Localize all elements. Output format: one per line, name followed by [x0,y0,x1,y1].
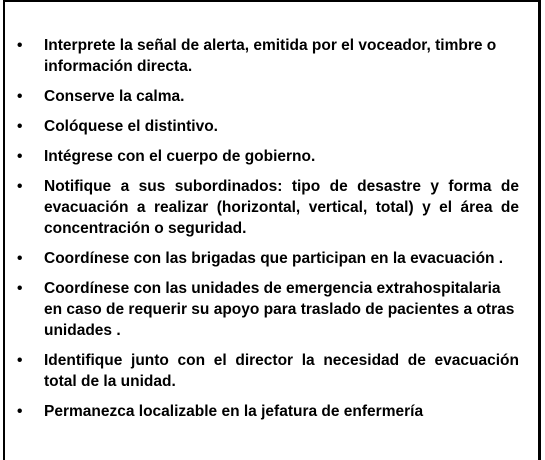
bullet-icon: • [17,148,23,165]
bullet-icon: • [17,37,23,54]
list-item-text: Notifique a sus subordinados: tipo de desastre y forma de evacuación a realizar (horizontal, vertical, total) y el área de concentración o seguridad. [44,178,519,237]
list-item [17,401,519,422]
list-item-text: Coordínese con las unidades de emergencia extrahospitalaria en caso de requerir su apoyo para traslado de pacientes a otras unidades . [44,280,515,339]
bullet-icon: • [17,352,23,369]
list-item-text: Conserve la calma. [44,88,185,105]
bullet-icon: • [17,280,23,297]
bullet-icon: • [17,88,23,105]
list-item [17,248,519,269]
list-item [17,176,519,239]
bullet-icon: • [17,403,23,420]
list-item-text: Identifique junto con el director la necesidad de evacuación total de la unidad. [44,352,519,390]
list-item [17,86,519,107]
list-item-text: Permanezca localizable en la jefatura de enfermería [44,403,424,420]
bullet-icon: • [17,178,23,195]
list-item-text: Intégrese con el cuerpo de gobierno. [44,148,316,165]
list-item-text: Interprete la señal de alerta, emitida por el voceador, timbre o información directa. [44,37,497,75]
list-item [17,350,519,392]
list-item-text: Coordínese con las brigadas que participan en la evacuación . [44,250,504,267]
bullet-icon: • [17,118,23,135]
list-item [17,116,519,137]
procedure-bullet-list [17,35,519,431]
bullet-icon: • [17,250,23,267]
list-item [17,35,519,77]
list-item [17,146,519,167]
list-item-text: Colóquese el distintivo. [44,118,218,135]
list-item [17,278,519,341]
